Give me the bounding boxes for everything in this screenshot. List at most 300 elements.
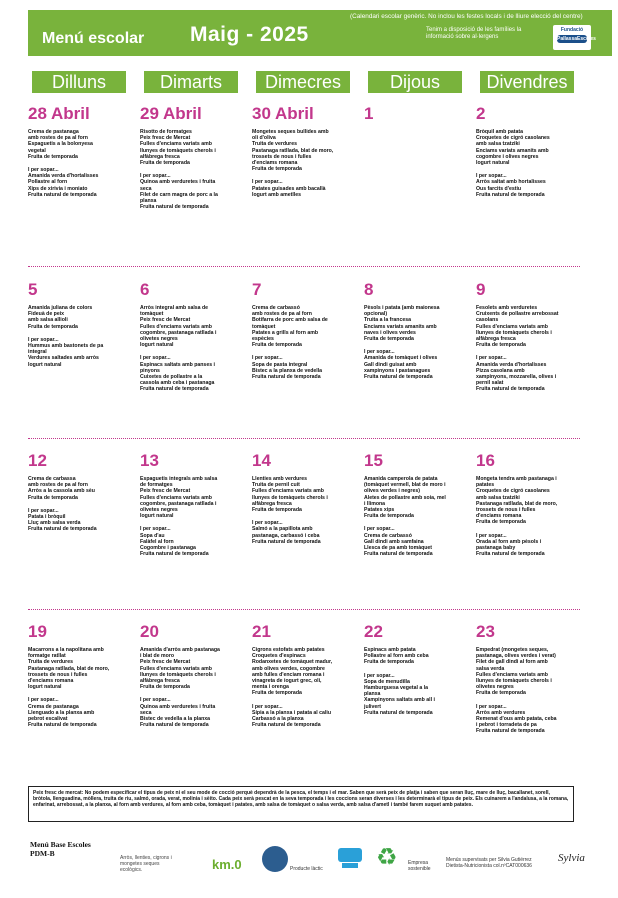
menu-item: patates [476,482,495,489]
dinner-item: seca [140,185,152,192]
menu-item: Fruita de temporada [476,342,526,349]
menu-item: Truita de pernil cuit [252,482,300,489]
dinner-item: Crema de carbassó [364,532,412,539]
dinner-suggestion [476,704,584,735]
dinner-label: I per sopar... [252,520,283,527]
menu-item: llunyes de tomàquets cherols i [476,329,552,336]
menu-item: Amanida d'arròs amb pastanaga [140,647,220,653]
dinner-item: Patates guisades amb bacallà [252,185,326,192]
dinner-item: Fruita natural de temporada [476,386,545,393]
dinner-label: I per sopar... [476,173,507,180]
dinner-item: pebrot escalivat [28,716,68,723]
lunch-menu [364,305,472,342]
dinner-suggestion [364,673,472,716]
lunch-menu [364,476,472,519]
dinner-item: Quinoa amb verduretes i fruita [140,703,216,710]
menu-item: Espinacs amb patata [364,647,416,653]
menu-item: Filet de gall dindi al forn amb [476,659,548,666]
dinner-item: pastanaga, carbassó i ceba [252,532,320,539]
menu-item: Pastanaga ratllada, blat de moro, [252,147,334,154]
dinner-item: Carbassó a la planxa [252,716,304,723]
day-cell [252,105,360,198]
menu-item: Aletes de pollastre amb soia, mel [364,494,446,501]
day-date: 6 [140,280,150,299]
lunch-menu [140,305,248,348]
dinner-item: Quinoa amb verduretes i fruita [140,179,216,186]
dinner-label: I per sopar... [476,703,507,710]
menu-item: Fulles d'enciams variats amb [476,323,548,330]
menu-item: Fruita de temporada [476,690,526,697]
dinner-label: I per sopar... [476,355,507,362]
dinner-item: Bistec a la planxa de vedella [252,367,323,374]
day-date: 8 [364,280,374,299]
dinner-label: I per sopar... [252,703,283,710]
day-cell [476,623,584,735]
dinner-item: Sopa de pasta integral [252,361,308,368]
dinner-item: pastanaga baby [476,545,516,552]
menu-item: llunyes de tomàquets cherols i [140,671,216,678]
day-date: 12 [28,451,47,470]
day-cell [476,452,584,557]
menu-item: amb salsa allioli [28,317,68,324]
menu-item: i blat de moro [140,653,175,660]
day-date: 14 [252,451,271,470]
menu-item: Pastanaga ratllada, blat de moro, [476,500,558,507]
dinner-item: Crema de pastanaga [28,703,79,710]
week-separator [28,266,580,267]
menu-item: vegetal [28,147,46,154]
menu-item: Peix fresc de Mercat [140,135,191,142]
menu-item: menta i orenga [252,684,289,691]
foundation-logo [553,25,596,50]
menu-item: Bròquil amb patata [476,129,523,135]
dinner-item: planxa [140,198,157,205]
menu-item: cogombre, pastanaga ratllada i [140,500,217,507]
day-date: 19 [28,622,47,641]
menu-item: Pollastre al forn amb ceba [364,653,429,660]
menu-item: olivetes negres [140,336,178,343]
day-header-3: Dijous [368,71,462,93]
menu-item: Fruita de temporada [252,342,302,349]
menu-item: Iogurt natural [140,513,174,520]
day-cell [140,452,248,557]
menu-item: Amanida juliana de colors [28,305,93,311]
day-date: 21 [252,622,271,641]
day-date: 29 Abril [140,104,202,123]
menu-item: alfàbrega fresca [140,153,180,160]
dairy-label: Producte làctic [290,866,323,872]
signature: Sylvia [558,852,585,864]
menu-item: vinagreta de iogurt grec, oli, [252,678,322,685]
day-cell [28,452,136,533]
menu-item: Mongeta tendra amb pastanaga i [476,476,557,482]
menu-item: Fulles d'enciams variats amb [476,671,548,678]
supervision-line1: Menús supervisats per Silvia Gutiérrez [446,857,532,863]
menu-item: amb salsa tzatziki [476,141,520,148]
menu-item: Enciams variats amanits amb [364,323,437,330]
dinner-label: I per sopar... [140,355,171,362]
dinner-item: Lluç amb salsa verda [28,520,81,527]
day-header-2: Dimecres [256,71,350,93]
day-date: 2 [476,104,486,123]
header-banner [28,10,612,56]
dinner-label: I per sopar... [140,697,171,704]
menu-item: Patates xips [364,507,395,514]
day-date: 1 [364,104,374,123]
menu-item: Fulles d'enciams variats amb [252,488,324,495]
menu-item: Fruita de temporada [28,494,78,501]
menu-item: amb olives verdes, cogombre [252,665,325,672]
menu-item: Fruita de temporada [364,659,414,666]
menu-item: cogombre, pastanaga ratllada i [140,329,217,336]
dinner-item: Remenat d'ous amb patata, ceba [476,716,557,723]
dinner-label: I per sopar... [364,349,395,356]
lunch-menu [252,129,360,172]
dinner-item: pernil salat [476,380,504,387]
lunch-menu [364,647,472,666]
dinner-item: Xampinyons saltats amb all i [364,697,435,704]
lunch-menu [476,476,584,526]
page-title: Menú escolar [42,30,145,47]
dinner-item: Espinacs saltats amb panses i [140,361,215,368]
menu-item: de formatges [140,482,173,489]
lunch-menu [140,647,248,690]
menu-item: olives verdes i negres) [364,488,420,495]
day-header-0: Dilluns [32,71,126,93]
dinner-item: Ous farcits d'estiu [476,185,522,192]
dinner-suggestion [252,355,360,380]
menu-item: Fesolets amb verduretes [476,305,538,311]
menu-item: (tomàquet vermell, blat de moro i [364,482,446,489]
dinner-item: Fruita natural de temporada [252,722,321,729]
supervision-note [446,857,532,869]
day-date: 9 [476,280,486,299]
menu-base-line2: PDM-B [30,849,55,858]
dinner-item: Xips de xirivia i moniato [28,185,88,192]
dinner-item: Patata i bròquil [28,514,66,521]
day-date: 20 [140,622,159,641]
menu-item: Arròs integral amb salsa de [140,305,209,311]
dinner-label: I per sopar... [28,167,59,174]
dinner-item: Orada al forn amb pèsols i [476,538,542,545]
day-cell [252,623,360,728]
dinner-item: Amanida de tomàquet i olives [364,355,438,362]
dinner-item: Arròs amb verdures [476,709,526,716]
dinner-label: I per sopar... [364,526,395,533]
dinner-suggestion [252,179,360,198]
menu-item: llunyes de tomàquets cherols i [252,494,328,501]
dinner-item: Fruita natural de temporada [28,526,97,533]
day-cell [28,105,136,198]
day-cell [28,281,136,368]
lunch-menu [476,129,584,166]
day-date: 30 Abril [252,104,314,123]
dinner-item: Pizza casolana amb [476,367,525,374]
dinner-item: Sopa de menudilla [364,678,410,685]
menu-item: Truita a la francesa [364,317,411,324]
day-header-4: Divendres [480,71,574,93]
day-cell [364,623,472,716]
menu-item: d'enciams romana [476,513,522,520]
menu-item: Peix fresc de Mercat [140,488,191,495]
dinner-label: I per sopar... [28,507,59,514]
dinner-item: Fruita natural de temporada [476,728,545,735]
menu-item: pastanaga, olives verdes i verat) [476,653,556,660]
menu-base [30,840,91,858]
logo-text-1: Fundació [560,27,584,33]
menu-item: amb rostes de pa al forn [252,311,312,318]
menu-item: alfàbrega fresca [252,500,292,507]
menu-item: d'enciams romana [252,160,298,167]
menu-item: amb rostes de pa al forn [28,135,88,142]
dinner-suggestion [28,167,136,198]
dinner-item: Fruita natural de temporada [252,538,321,545]
dinner-item: Fruita natural de temporada [140,386,209,393]
day-cell [364,105,472,123]
dinner-item: Gall dindi guisat amb [364,361,417,368]
lunch-menu [28,476,136,501]
dinner-item: integral [28,349,47,356]
menu-item: d'enciams romana [28,678,74,685]
dinner-item: seca [140,709,152,716]
day-cell [252,452,360,545]
menu-item: cogombre i olives negres [476,153,539,160]
day-date: 23 [476,622,495,641]
lunch-menu [28,305,136,330]
dinner-suggestion [364,526,472,557]
calendar-note: (Calendari escolar genèric. No inclou les festes locals i de lliure elecció del centre) [350,13,583,20]
dinner-item: Filet de carn magra de porc a la [140,191,218,198]
dinner-item: Llesca de pa amb tomàquet [364,545,433,552]
menu-item: opcional) [364,311,388,318]
menu-item: Patates a grills al forn amb [252,329,319,336]
day-cell [364,281,472,380]
menu-item: naves i olives verdes [364,329,416,336]
menu-item: oli d'oliva [252,135,276,142]
day-cell [140,281,248,393]
dinner-item: Falàfel al forn [140,538,174,545]
dinner-item: Fruita natural de temporada [28,191,97,198]
dinner-item: Sípia a la planxa i patata al caliu [252,709,331,716]
menu-item: Arròs a la cassola amb sèu [28,488,95,495]
day-date: 7 [252,280,262,299]
lunch-menu [476,647,584,697]
dinner-label: I per sopar... [476,532,507,539]
menu-item: Crema de pastanaga [28,129,79,135]
dinner-label: I per sopar... [252,355,283,362]
day-cell [252,281,360,380]
menu-item: Macarrons a la napolitana amb [28,647,104,653]
dinner-item: Bistec de vedella a la planxa [140,716,211,723]
dinner-item: Cuixetes de pollastre a la [140,374,203,381]
menu-item: Espaguetis integrals amb salsa [140,476,218,482]
menu-item: amb salsa tzatziki [476,494,520,501]
menu-item: Fruita de temporada [252,690,302,697]
day-cell [476,281,584,393]
menu-item: Fruita de temporada [140,160,190,167]
menu-item: i llimona [364,500,386,507]
menu-item: Croquetes d'espinacs [252,653,306,660]
dinner-item: planxa [364,691,381,698]
menu-item: alfàbrega fresca [476,336,516,343]
recycle-icon: ♻ [376,844,398,871]
menu-item: Iogurt natural [476,160,510,167]
day-date: 13 [140,451,159,470]
menu-item: Mongetes seques bullides amb [252,129,329,135]
dinner-item: Fruita natural de temporada [140,551,209,558]
lunch-menu [476,305,584,348]
dinner-item: Iogurt natural [28,361,62,368]
dinner-item: xampinyons i pastanagues [364,367,431,374]
menu-item: olivetes negres [476,684,514,691]
dinner-suggestion [140,697,248,728]
dinner-item: Fruita natural de temporada [28,722,97,729]
dinner-item: pinyons [140,367,160,374]
menu-item: amb rostes de pa al forn [28,482,88,489]
dinner-label: I per sopar... [252,179,283,186]
menu-base-line1: Menú Base Escoles [30,840,91,849]
dinner-label: I per sopar... [140,526,171,533]
menu-item: Llenties amb verdures [252,476,308,482]
dinner-item: Sopa d'au [140,532,165,539]
menu-item: Fruita de temporada [252,166,302,173]
lunch-menu [140,129,248,166]
menu-item: Empedrat (mongetes seques, [476,647,549,653]
menu-item: olivetes negres [140,507,178,514]
day-date: 28 Abril [28,104,90,123]
lunch-menu [28,129,136,160]
dinner-item: Verdures saltades amb arròs [28,355,99,362]
day-cell [140,623,248,728]
dinner-item: Fruita natural de temporada [140,204,209,211]
dinner-item: Fruita natural de temporada [476,551,545,558]
km0-logo: km.0 [212,857,242,872]
menu-item: Crema de carbassa [28,476,76,482]
dinner-suggestion [476,533,584,558]
menu-item: Fruita de temporada [476,519,526,526]
menu-item: Truita de verdures [252,141,297,148]
menu-item: Cigrons estofats amb patates [252,647,325,653]
dinner-item: julivert [364,703,382,710]
dinner-item: Fruita natural de temporada [364,551,433,558]
day-date: 15 [364,451,383,470]
menu-item: Botifarra de porc amb salsa de [252,317,328,324]
lunch-menu [28,647,136,690]
menu-item: trossets de nous i fulles [252,153,312,160]
dinner-suggestion [476,355,584,392]
menu-item: Risotto de formatges [140,129,192,135]
menu-item: Enciams variats amanits amb [476,147,549,154]
dinner-suggestion [28,697,136,728]
menu-item: trossets de nous i fulles [476,507,536,514]
menu-item: salsa verda [476,665,505,672]
dairy-logo-icon [262,846,288,872]
dinner-item: Salmó a la papillota amb [252,526,313,533]
menu-item: Cruixents de pollastre arrebossat [476,311,559,318]
dinner-item: Hummus amb bastonets de pa [28,343,104,350]
dinner-suggestion [476,173,584,198]
dinner-item: Cogombre i pastanaga [140,545,196,552]
menu-item: Iogurt natural [28,684,62,691]
lunch-menu [140,476,248,519]
week-separator [28,438,580,439]
month-title: Maig - 2025 [190,23,309,46]
day-date: 22 [364,622,383,641]
week-separator [28,609,580,610]
dinner-item: Pollastre al forn [28,179,68,186]
supervision-line2: Dietista-Nutricionista col.nºCAT000636 [446,863,532,869]
dinner-item: Fruita natural de temporada [252,374,321,381]
dinner-item: Iogurt amb ametlles [252,191,302,198]
logo-text-2: PallassaEscoles [557,36,596,42]
menu-item: trossets de nous i fulles [28,671,88,678]
dinner-suggestion [140,526,248,557]
menu-item: Peix fresc de Mercat [140,317,191,324]
menu-item: Fulles d'enciams variats amb [140,141,212,148]
dinner-label: I per sopar... [28,697,59,704]
day-cell [28,623,136,728]
menu-item: Croquetes de cigró casolanes [476,488,550,495]
dinner-suggestion [140,173,248,210]
lunch-menu [252,476,360,513]
menu-item: casolans [476,317,499,324]
dinner-item: xampinyons, mozzarella, olives i [476,374,557,381]
day-cell [140,105,248,210]
dinner-item: Fruita natural de temporada [364,374,433,381]
menu-item: Pèsols i patata (amb maionesa [364,305,440,311]
day-date: 5 [28,280,38,299]
dinner-item: Llenguado a la planxa amb [28,709,95,716]
dinner-suggestion [28,337,136,368]
menu-item: alfàbrega fresca [140,678,180,685]
dinner-label: I per sopar... [364,672,395,679]
dinner-label: I per sopar... [140,173,171,180]
day-cell [364,452,472,557]
menu-item: Fruita de temporada [364,336,414,343]
dinner-suggestion [140,355,248,392]
menu-item: formatge ratllat [28,653,66,660]
menu-item: tomàquet [140,311,164,318]
dinner-item: Arròs saltat amb hortalisses [476,179,546,186]
dinner-label: I per sopar... [28,336,59,343]
dinner-item: Gall dindi amb samfaina [364,538,424,545]
dinner-suggestion [252,704,360,729]
menu-item: Fruita de temporada [364,513,414,520]
menu-item: Fruita de temporada [140,684,190,691]
menu-item: Iogurt natural [140,342,174,349]
day-date: 16 [476,451,495,470]
day-header-1: Dimarts [144,71,238,93]
menu-item: llunyes de tomàquets cherols i [476,678,552,685]
dinner-suggestion [364,349,472,380]
fish-note: Peix fresc de mercat: No podem especificar el tipus de peix ni el seu mode de cocció perquè dependrà de la pesca, el temps i el mar. Saben que serà peix de platja i saben que seran lluç, mare de lluç, bacallanet, sorell, bròtola, llenguadina, mòllera, truita de riu, salmó, orada, verat, molinia i sèito. Cada peix serà pescat en la seva temporada i les coccions seran diverses i les determinarà el tipus de peix. Els cuinarem a l'andalusa, a la romana, enfarinat, arrebossat, a la planxa, al forn amb verdures, al forn amb ceba, tomàquet i patates, amb salsa de tomàquet o salsa verda, amb salsa d'ametl i també farem suquet amb patates. [28,786,574,822]
lunch-menu [252,647,360,697]
menu-item: Croquetes de cigró casolanes [476,135,550,142]
menu-item: Fruita de temporada [28,153,78,160]
menu-item: Amanida camperola de patata [364,476,438,482]
menu-item: Fulles d'enciams variats amb [140,323,212,330]
day-cell [476,105,584,198]
menu-item: Fulles d'enciams variats amb [140,665,212,672]
menu-item: Fulles d'enciams variats amb [140,494,212,501]
eco-note: Arròs, llenties, cigrons i mongetes seques ecològics. [120,855,172,873]
sustainable-label: Empresa sostenible [408,860,431,872]
menu-item: tomàquet [252,323,276,330]
school-logo-icon [336,846,364,870]
dinner-item: Amanida verda d'hortalisses [476,361,547,368]
dinner-item: Amanida verda d'hortalisses [28,173,99,180]
menu-item: Truita de verdures [28,659,73,666]
